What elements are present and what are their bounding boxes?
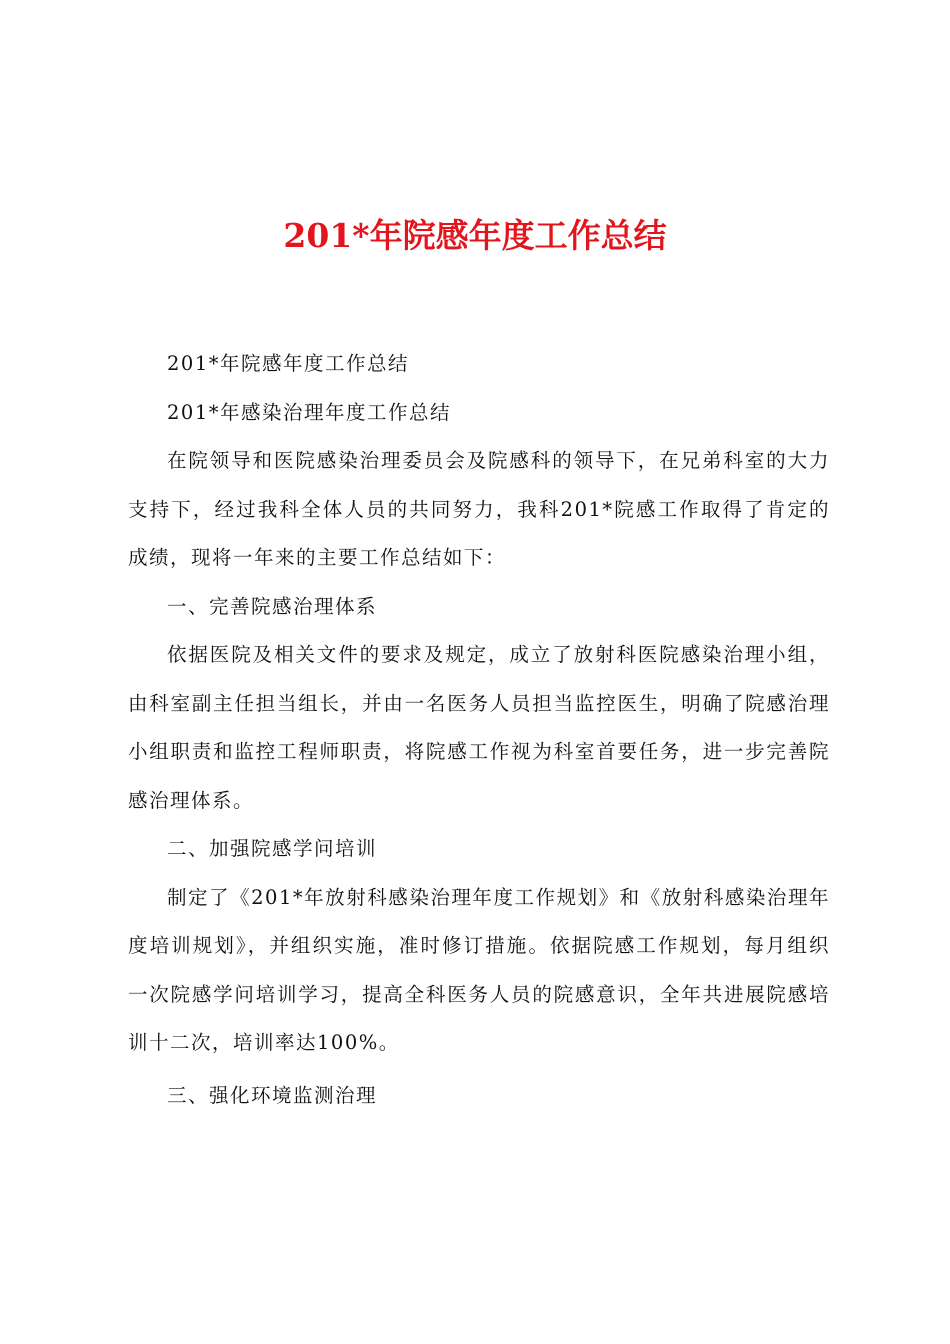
page-title: 201*年院感年度工作总结 [283,216,667,255]
subtitle-line: 201*年院感年度工作总结 [167,352,409,375]
section-heading-summary: 201*年感染治理年度工作总结 [167,400,451,424]
body-paragraph-2: 制定了《201*年放射科感染治理年度工作规划》和《放射科感染治理年度培训规划》，并组织实施，准时修订措施。依据院感工作规划，每月组织一次院感学问培训学习，提高全科医务人员的院感意识，全年共进展院感培训十二次，培训率达100%。 [128,885,830,1054]
intro-paragraph: 在院领导和医院感染治理委员会及院感科的领导下，在兄弟科室的大力支持下，经过我科全体人员的共同努力，我科201*院感工作取得了肯定的成绩，现将一年来的主要工作总结如下： [128,449,830,569]
section-heading-2: 二、加强院感学问培训 [167,837,378,860]
document-body [128,340,830,1120]
section-heading-3: 三、强化环境监测治理 [167,1083,378,1107]
section-heading-1: 一、完善院感治理体系 [167,594,378,618]
body-paragraph-1: 依据医院及相关文件的要求及规定，成立了放射科医院感染治理小组，由科室副主任担当组长，并由一名医务人员担当监控医生，明确了院感治理小组职责和监控工程师职责，将院感工作视为科室首要任务，进一步完善院感治理体系。 [128,643,830,812]
